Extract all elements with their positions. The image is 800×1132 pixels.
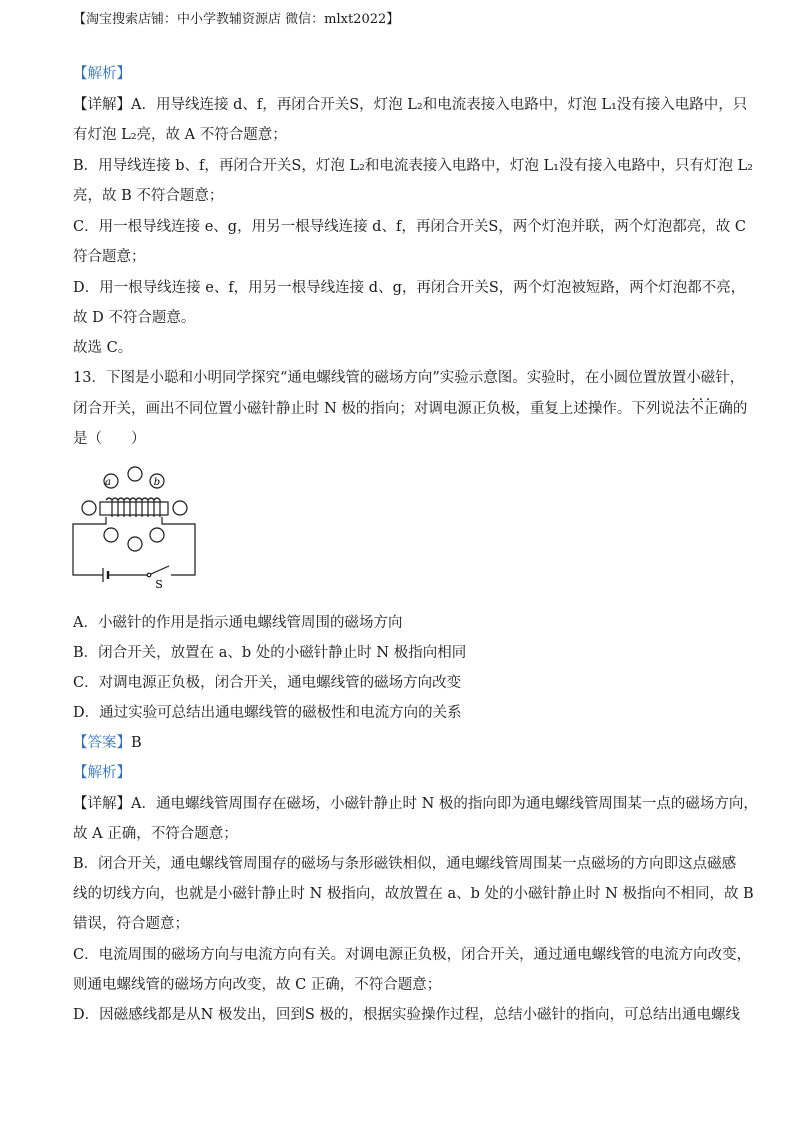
label-switch-s: S: [155, 578, 163, 588]
text-line: 线的切线方向，也就是小磁针静止时 N 极指向，故放置在 a、b 处的小磁针静止时 N 极指向不相同，故 B: [73, 886, 754, 902]
text-line: D．用一根导线连接 e、f，用另一根导线连接 d、g，再闭合开关S，两个灯泡被短路，两个灯泡都不亮，: [73, 280, 746, 296]
text-line: 错误，符合题意；: [73, 916, 189, 932]
text-line: 有灯泡 L₂亮，故 A 不符合题意；: [73, 127, 287, 143]
switch-lever: [151, 566, 169, 574]
compass-circle-lower-left: [104, 528, 118, 542]
solenoid-core: [100, 502, 168, 515]
label-b: b: [153, 477, 161, 488]
switch-contact: [147, 573, 151, 577]
text-line: C．电流周围的磁场方向与电流方向有关。对调电源正负极，闭合开关，通过通电螺线管的电流方向改变，: [73, 947, 752, 963]
text-line: 亮，故 B 不符合题意；: [73, 188, 224, 204]
text-line: 故 A 正确，不符合题意；: [73, 826, 238, 842]
label-a: a: [105, 477, 111, 488]
solenoid-coil: [106, 498, 160, 517]
text-line: 【详解】A．用导线连接 d、f，再闭合开关S，灯泡 L₂和电流表接入电路中，灯泡 L₁没有接入电路中，只: [73, 97, 748, 113]
section-label-analysis: 【解析】: [73, 765, 131, 781]
page-header: 【淘宝搜索店铺：中小学教辅资源店 微信：mlxt2022】: [73, 12, 400, 27]
option-c: C．对调电源正负极，闭合开关，通电螺线管的磁场方向改变: [73, 675, 462, 691]
text-line: 则通电螺线管的磁场方向改变，故 C 正确，不符合题意；: [73, 977, 442, 993]
text-line: B．用导线连接 b、f，再闭合开关S，灯泡 L₂和电流表接入电路中，灯泡 L₁没有接入电路中，只有灯泡 L₂: [73, 158, 753, 174]
compass-circle-right: [173, 501, 187, 515]
question-13-stem: 13．下图是小聪和小明同学探究“通电螺线管的磁场方向”实验示意图。实验时，在小圆位置放置小磁针，: [73, 370, 745, 386]
compass-circle-top: [128, 467, 142, 481]
emphasis-not-correct: 不正确 · · ·: [689, 401, 733, 417]
compass-circle-lower-right: [150, 528, 164, 542]
question-13-stem-end: 是（ ）: [73, 431, 146, 447]
answer-label: 【答案】: [73, 735, 131, 751]
compass-circle-left: [82, 501, 96, 515]
text-line: 符合题意；: [73, 249, 146, 265]
compass-circle-bottom: [128, 537, 142, 551]
option-b: B．闭合开关，放置在 a、b 处的小磁针静止时 N 极指向相同: [73, 645, 467, 661]
wire-left: [73, 517, 106, 575]
solenoid-circuit-diagram: [68, 458, 198, 588]
option-a: A．小磁针的作用是指示通电螺线管周围的磁场方向: [73, 615, 403, 631]
text-line: D．因磁感线都是从N 极发出，回到S 极的，根据实验操作过程，总结小磁针的指向，可总结出通电螺线: [73, 1007, 740, 1023]
answer-line: [73, 733, 142, 753]
text-line: 【详解】A．通电螺线管周围存在磁场，小磁针静止时 N 极的指向即为通电螺线管周围某一点的磁场方向，: [73, 796, 758, 812]
text-line: 故选 C。: [73, 340, 133, 356]
question-13-stem-cont: 闭合开关，画出不同位置小磁针静止时 N 极的指向；对调电源正负极，重复上述操作。下列说法不正确 · · ·的: [73, 399, 747, 419]
text-line: B．闭合开关，通电螺线管周围存的磁场与条形磁铁相似，通电螺线管周围某一点磁场的方向即这点磁感: [73, 856, 737, 872]
section-label-analysis: 【解析】: [73, 66, 131, 82]
answer-value: B: [131, 735, 142, 751]
text-line: C．用一根导线连接 e、g，用另一根导线连接 d、f，再闭合开关S，两个灯泡并联，两个灯泡都亮，故 C: [73, 219, 746, 235]
text-line: 故 D 不符合题意。: [73, 310, 196, 326]
option-d: D．通过实验可总结出通电螺线管的磁极性和电流方向的关系: [73, 705, 462, 721]
